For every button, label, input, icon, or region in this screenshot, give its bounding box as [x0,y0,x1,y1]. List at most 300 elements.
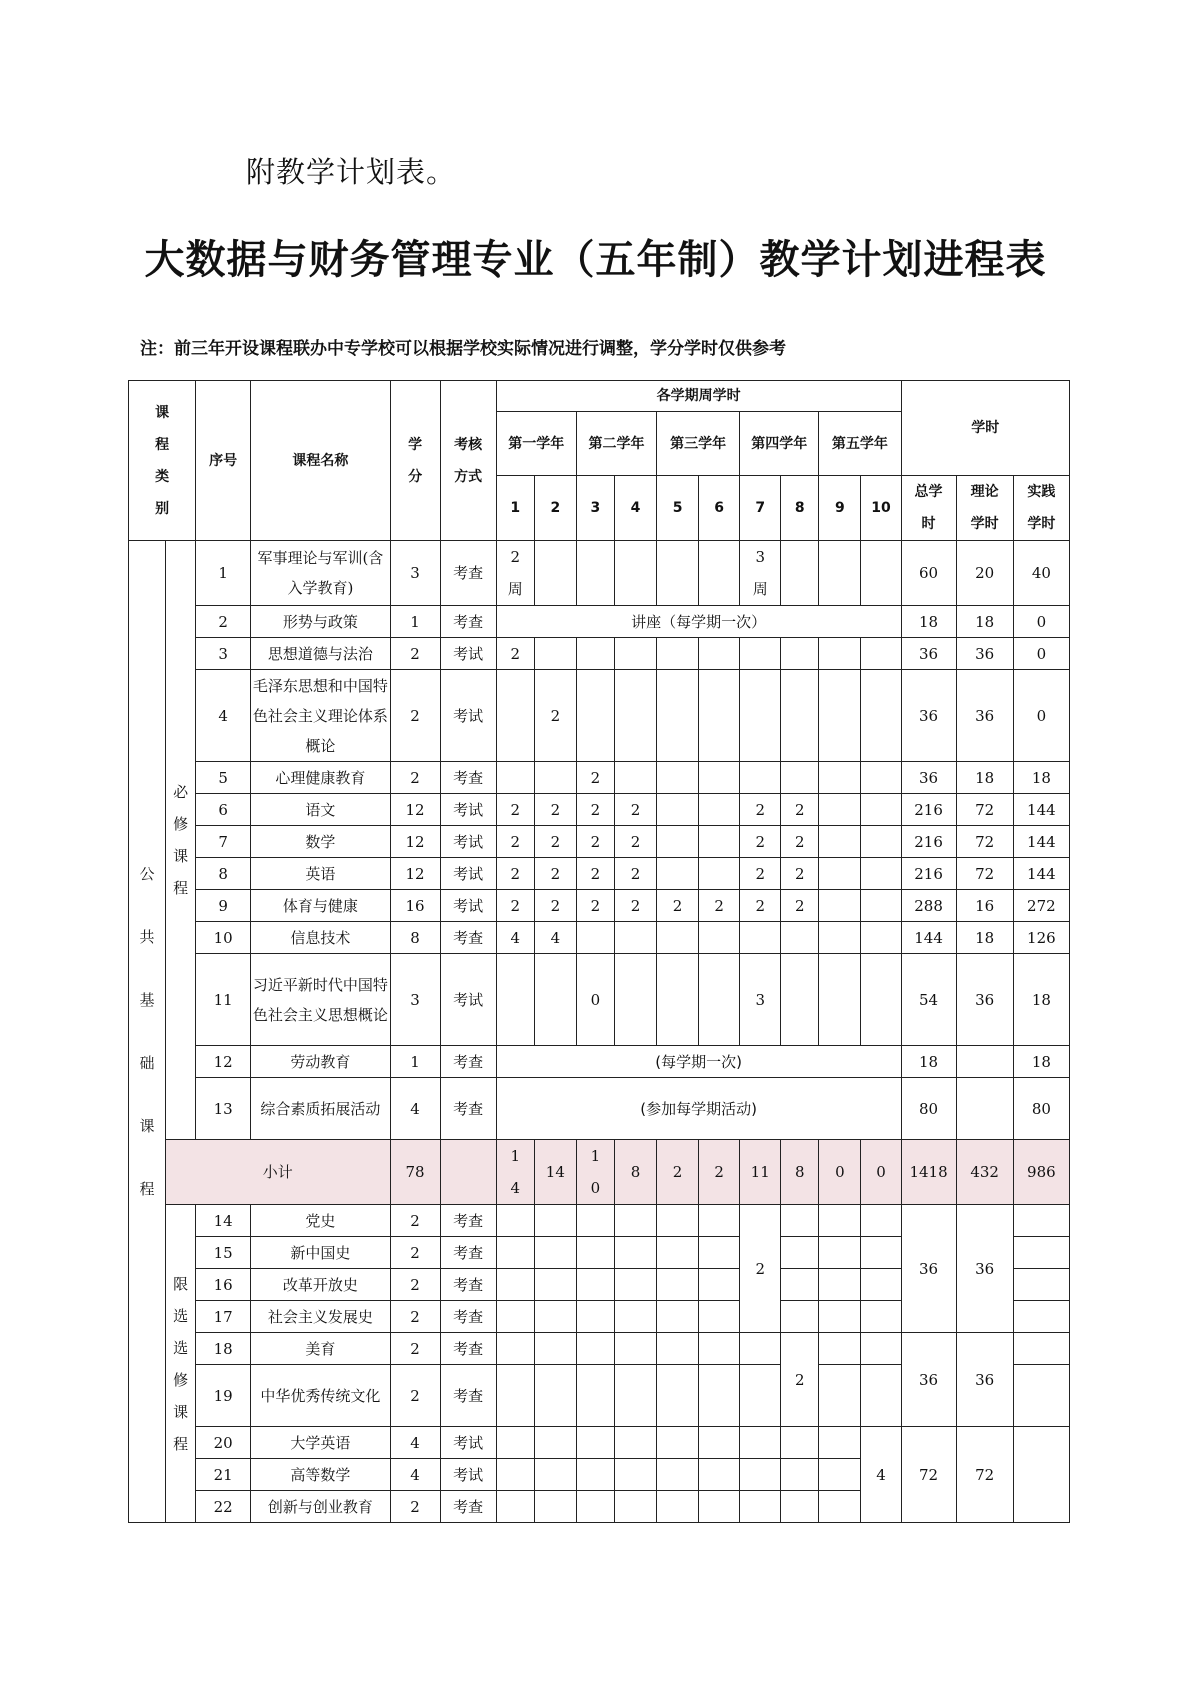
cell-term [699,1205,740,1237]
cell-term [781,1491,819,1523]
cell-name: 心理健康教育 [251,762,390,794]
cell-seq: 1 [196,541,251,606]
cell-name: 改革开放史 [251,1269,390,1301]
cell-seq: 13 [196,1078,251,1140]
header-term: 5 [657,476,699,541]
header-theory: 理论学时 [956,476,1013,541]
cell-theory [956,1078,1013,1140]
cell-term [657,1365,699,1427]
cell-term [861,670,901,762]
cell-term [576,670,614,762]
cell-term: 2 [576,858,614,890]
cell-term [576,1427,614,1459]
cell-name: 思想道德与法治 [251,638,390,670]
cell-term [699,541,740,606]
cell-practice: 0 [1013,606,1069,638]
cell-term [740,1491,781,1523]
cell-term [740,1333,781,1365]
subtotal-term: 10 [576,1140,614,1205]
cell-term [614,762,656,794]
cell-term [534,541,576,606]
cell-term [534,1427,576,1459]
cell-term: 2 [534,794,576,826]
cell-credit: 3 [390,954,440,1046]
subtotal-term: 11 [740,1140,781,1205]
cell-credit: 2 [390,1333,440,1365]
cell-theory: 20 [956,541,1013,606]
cell-term [657,1301,699,1333]
cell-assess: 考试 [440,954,496,1046]
group-limited: 限选选修课程 [166,1205,196,1523]
cell-assess: 考查 [440,606,496,638]
cell-total: 18 [901,1046,956,1078]
cell-term [861,1333,901,1365]
cell-name: 信息技术 [251,922,390,954]
cell-credit: 4 [390,1459,440,1491]
cell-term: 2 [781,890,819,922]
cell-credit: 12 [390,794,440,826]
cell-term [861,890,901,922]
cell-term [819,541,861,606]
cell-term: 2 [740,794,781,826]
cell-practice [1013,1333,1069,1365]
cell-assess: 考试 [440,638,496,670]
cell-term: 2 [534,890,576,922]
table-row [129,541,1070,606]
cell-assess: 考查 [440,1365,496,1427]
cell-term [614,1365,656,1427]
cell-name: 高等数学 [251,1459,390,1491]
cell-term [534,1269,576,1301]
cell-term [657,1459,699,1491]
header-term: 7 [740,476,781,541]
subtotal-credit: 78 [390,1140,440,1205]
cell-term [819,1427,861,1459]
cell-term: 2周 [496,541,534,606]
table-row [129,606,1070,638]
cell-seq: 2 [196,606,251,638]
cell-term [657,1333,699,1365]
cell-credit: 2 [390,670,440,762]
intro-text: 附教学计划表。 [246,155,457,189]
subtotal-term: 0 [861,1140,901,1205]
cell-credit: 2 [390,638,440,670]
cell-theory: 18 [956,762,1013,794]
cell-term [657,541,699,606]
cell-credit: 8 [390,922,440,954]
cell-term [496,1205,534,1237]
table-row [129,670,1070,762]
header-term: 9 [819,476,861,541]
table-row [129,762,1070,794]
cell-credit: 2 [390,1269,440,1301]
cell-term [699,1237,740,1269]
cell-term [657,1237,699,1269]
cell-practice: 0 [1013,670,1069,762]
header-weekly: 各学期周学时 [496,381,901,412]
cell-term [576,1237,614,1269]
cell-total: 18 [901,606,956,638]
cell-credit: 1 [390,1046,440,1078]
cell-term [781,541,819,606]
subtotal-term: 8 [781,1140,819,1205]
cell-term [657,1205,699,1237]
cell-term: 2 [740,890,781,922]
header-term: 8 [781,476,819,541]
cell-theory-merged: 36 [956,1205,1013,1333]
cell-name: 习近平新时代中国特色社会主义思想概论 [251,954,390,1046]
cell-term [861,922,901,954]
cell-term [861,1205,901,1237]
header-term: 1 [496,476,534,541]
cell-seq: 9 [196,890,251,922]
cell-term [614,1301,656,1333]
cell-term [819,954,861,1046]
cell-term [861,826,901,858]
cell-total: 54 [901,954,956,1046]
cell-term: 2 [781,794,819,826]
cell-name: 英语 [251,858,390,890]
cell-term [819,1491,861,1523]
subtotal-total: 1418 [901,1140,956,1205]
cell-term [819,1333,861,1365]
cell-term [614,1205,656,1237]
cell-practice: 144 [1013,826,1069,858]
cell-seq: 19 [196,1365,251,1427]
cell-theory: 18 [956,922,1013,954]
cell-term [657,954,699,1046]
subtotal-term: 14 [534,1140,576,1205]
cell-term [576,1333,614,1365]
cell-term [496,1269,534,1301]
cell-seq: 21 [196,1459,251,1491]
cell-term [781,1237,819,1269]
cell-term [576,922,614,954]
cell-term [781,922,819,954]
cell-term: 2 [496,890,534,922]
cell-name: 美育 [251,1333,390,1365]
cell-term [699,1491,740,1523]
cell-term-merged: 2 [740,1205,781,1333]
cell-theory: 18 [956,606,1013,638]
cell-assess: 考查 [440,1333,496,1365]
cell-term [614,954,656,1046]
cell-name: 毛泽东思想和中国特色社会主义理论体系概论 [251,670,390,762]
table-row [129,1046,1070,1078]
cell-seq: 12 [196,1046,251,1078]
cell-total: 60 [901,541,956,606]
cell-seq: 15 [196,1237,251,1269]
cell-total: 36 [901,670,956,762]
cell-assess: 考查 [440,1237,496,1269]
cell-term [576,1205,614,1237]
cell-credit: 1 [390,606,440,638]
cell-seq: 4 [196,670,251,762]
cell-practice: 272 [1013,890,1069,922]
cell-practice-merged [1013,1427,1069,1523]
cell-term: 2 [576,826,614,858]
subtotal-term: 2 [657,1140,699,1205]
cell-term [819,858,861,890]
cell-term [576,1491,614,1523]
cell-name: 新中国史 [251,1237,390,1269]
cell-name: 大学英语 [251,1427,390,1459]
cell-term [534,638,576,670]
subtotal-term: 14 [496,1140,534,1205]
cell-term [740,670,781,762]
cell-term [576,1301,614,1333]
cell-practice [1013,1269,1069,1301]
cell-credit: 2 [390,1205,440,1237]
table-row [129,922,1070,954]
cell-total: 80 [901,1078,956,1140]
cell-term [699,1333,740,1365]
subtotal-practice: 986 [1013,1140,1069,1205]
cell-term-merged: 2 [781,1333,819,1427]
cell-assess: 考试 [440,890,496,922]
header-assess: 考核方式 [440,381,496,541]
cell-name: 社会主义发展史 [251,1301,390,1333]
cell-total-merged: 36 [901,1333,956,1427]
cell-term [819,922,861,954]
cell-term: 2 [781,826,819,858]
cell-seq: 16 [196,1269,251,1301]
header-year-4: 第四学年 [740,412,819,476]
cell-term [614,1491,656,1523]
cell-theory: 16 [956,890,1013,922]
cell-term [614,670,656,762]
cell-term [534,954,576,1046]
header-term: 10 [861,476,901,541]
cell-term [819,762,861,794]
subtotal-row [129,1140,1070,1205]
cell-term [819,1301,861,1333]
cell-term [614,541,656,606]
cell-term [819,1365,861,1427]
header-term: 2 [534,476,576,541]
table-row [129,1333,1070,1365]
group-required: 必修课程 [166,541,196,1140]
header-seq: 序号 [196,381,251,541]
table-row [129,1205,1070,1237]
cell-term: 2 [740,858,781,890]
cell-term [614,1427,656,1459]
cell-credit: 4 [390,1078,440,1140]
cell-total: 36 [901,638,956,670]
cell-term [781,1269,819,1301]
cell-assess: 考试 [440,826,496,858]
cell-term [576,638,614,670]
cell-term [657,638,699,670]
cell-term: 2 [496,638,534,670]
cell-term [740,1427,781,1459]
cell-term: 2 [699,890,740,922]
cell-theory: 72 [956,826,1013,858]
cell-term [699,1365,740,1427]
cell-theory: 36 [956,638,1013,670]
cell-term: 2 [576,762,614,794]
cell-term [819,1459,861,1491]
table-row [129,1078,1070,1140]
cell-term [699,922,740,954]
cell-term [657,858,699,890]
cell-term: 2 [496,826,534,858]
cell-term [861,638,901,670]
cell-term [699,826,740,858]
cell-credit: 2 [390,1365,440,1427]
cell-term [614,1237,656,1269]
cell-practice: 18 [1013,1046,1069,1078]
header-hours: 学时 [901,381,1070,476]
cell-term [699,670,740,762]
cell-term [861,954,901,1046]
cell-term [534,1237,576,1269]
cell-term [781,1459,819,1491]
cell-credit: 2 [390,1301,440,1333]
cell-term [781,1205,819,1237]
cell-theory: 72 [956,858,1013,890]
cell-name: 创新与创业教育 [251,1491,390,1523]
cell-seq: 7 [196,826,251,858]
cell-term [576,541,614,606]
cell-name: 形势与政策 [251,606,390,638]
cell-term: 2 [657,890,699,922]
cell-seq: 11 [196,954,251,1046]
cell-assess: 考查 [440,1269,496,1301]
page-title: 大数据与财务管理专业（五年制）教学计划进程表 [144,237,1047,283]
cell-term: 2 [534,670,576,762]
cell-term [496,1365,534,1427]
cell-term [699,638,740,670]
cell-term [861,1301,901,1333]
cell-term [614,922,656,954]
cell-term [657,794,699,826]
cell-term [614,638,656,670]
cell-practice: 40 [1013,541,1069,606]
cell-term [576,1365,614,1427]
cell-seq: 5 [196,762,251,794]
cell-term-span: 讲座（每学期一次） [496,606,901,638]
table-row [129,858,1070,890]
cell-term [819,826,861,858]
cell-assess: 考试 [440,1427,496,1459]
header-term: 6 [699,476,740,541]
cell-term: 2 [534,858,576,890]
cell-practice [1013,1365,1069,1427]
cell-seq: 3 [196,638,251,670]
cell-assess: 考查 [440,1078,496,1140]
cell-term [781,1301,819,1333]
cell-term: 2 [740,826,781,858]
cell-total: 36 [901,762,956,794]
subtotal-theory: 432 [956,1140,1013,1205]
cell-term [861,794,901,826]
cell-term [740,922,781,954]
cell-term [614,1459,656,1491]
cell-theory: 72 [956,794,1013,826]
cell-term [819,1269,861,1301]
cell-practice: 18 [1013,762,1069,794]
cell-term [699,1427,740,1459]
subtotal-term: 8 [614,1140,656,1205]
cell-term [781,638,819,670]
cell-theory-merged: 72 [956,1427,1013,1523]
cell-theory: 36 [956,954,1013,1046]
cell-term [740,1365,781,1427]
cell-assess: 考查 [440,541,496,606]
cell-term [657,922,699,954]
cell-seq: 20 [196,1427,251,1459]
cell-term [861,1365,901,1427]
cell-term: 2 [614,858,656,890]
cell-term [496,762,534,794]
cell-theory [956,1046,1013,1078]
cell-term [699,762,740,794]
cell-credit: 12 [390,826,440,858]
teaching-plan-table [128,380,1070,1523]
cell-practice: 144 [1013,794,1069,826]
cell-term [657,1269,699,1301]
cell-term [740,638,781,670]
cell-practice [1013,1301,1069,1333]
cell-term: 2 [614,890,656,922]
table-row [129,638,1070,670]
cell-term: 0 [576,954,614,1046]
cell-term [819,1205,861,1237]
header-year-1: 第一学年 [496,412,576,476]
cell-term [534,1205,576,1237]
cell-term [781,1427,819,1459]
cell-seq: 8 [196,858,251,890]
cell-practice [1013,1205,1069,1237]
cell-term [861,1269,901,1301]
cell-term [496,1333,534,1365]
header-year-2: 第二学年 [576,412,656,476]
table-row [129,890,1070,922]
cell-term [496,1427,534,1459]
cell-term-span: (参加每学期活动) [496,1078,901,1140]
cell-term [576,1269,614,1301]
header-credit: 学分 [390,381,440,541]
cell-name: 综合素质拓展活动 [251,1078,390,1140]
cell-practice: 144 [1013,858,1069,890]
cell-credit: 2 [390,1491,440,1523]
cell-term [861,1237,901,1269]
cell-term [819,890,861,922]
cell-term [657,670,699,762]
cell-term [740,1459,781,1491]
group-public: 公共基础课程 [129,541,166,1523]
cell-term [534,762,576,794]
cell-term [781,954,819,1046]
cell-seq: 10 [196,922,251,954]
cell-term [534,1459,576,1491]
table-row [129,954,1070,1046]
cell-seq: 14 [196,1205,251,1237]
subtotal-term: 0 [819,1140,861,1205]
cell-term: 2 [614,826,656,858]
cell-name: 中华优秀传统文化 [251,1365,390,1427]
cell-term [699,1301,740,1333]
cell-total: 144 [901,922,956,954]
cell-total: 288 [901,890,956,922]
cell-term [576,1459,614,1491]
cell-credit: 4 [390,1427,440,1459]
cell-seq: 22 [196,1491,251,1523]
cell-term [496,1459,534,1491]
cell-practice: 18 [1013,954,1069,1046]
cell-name: 数学 [251,826,390,858]
